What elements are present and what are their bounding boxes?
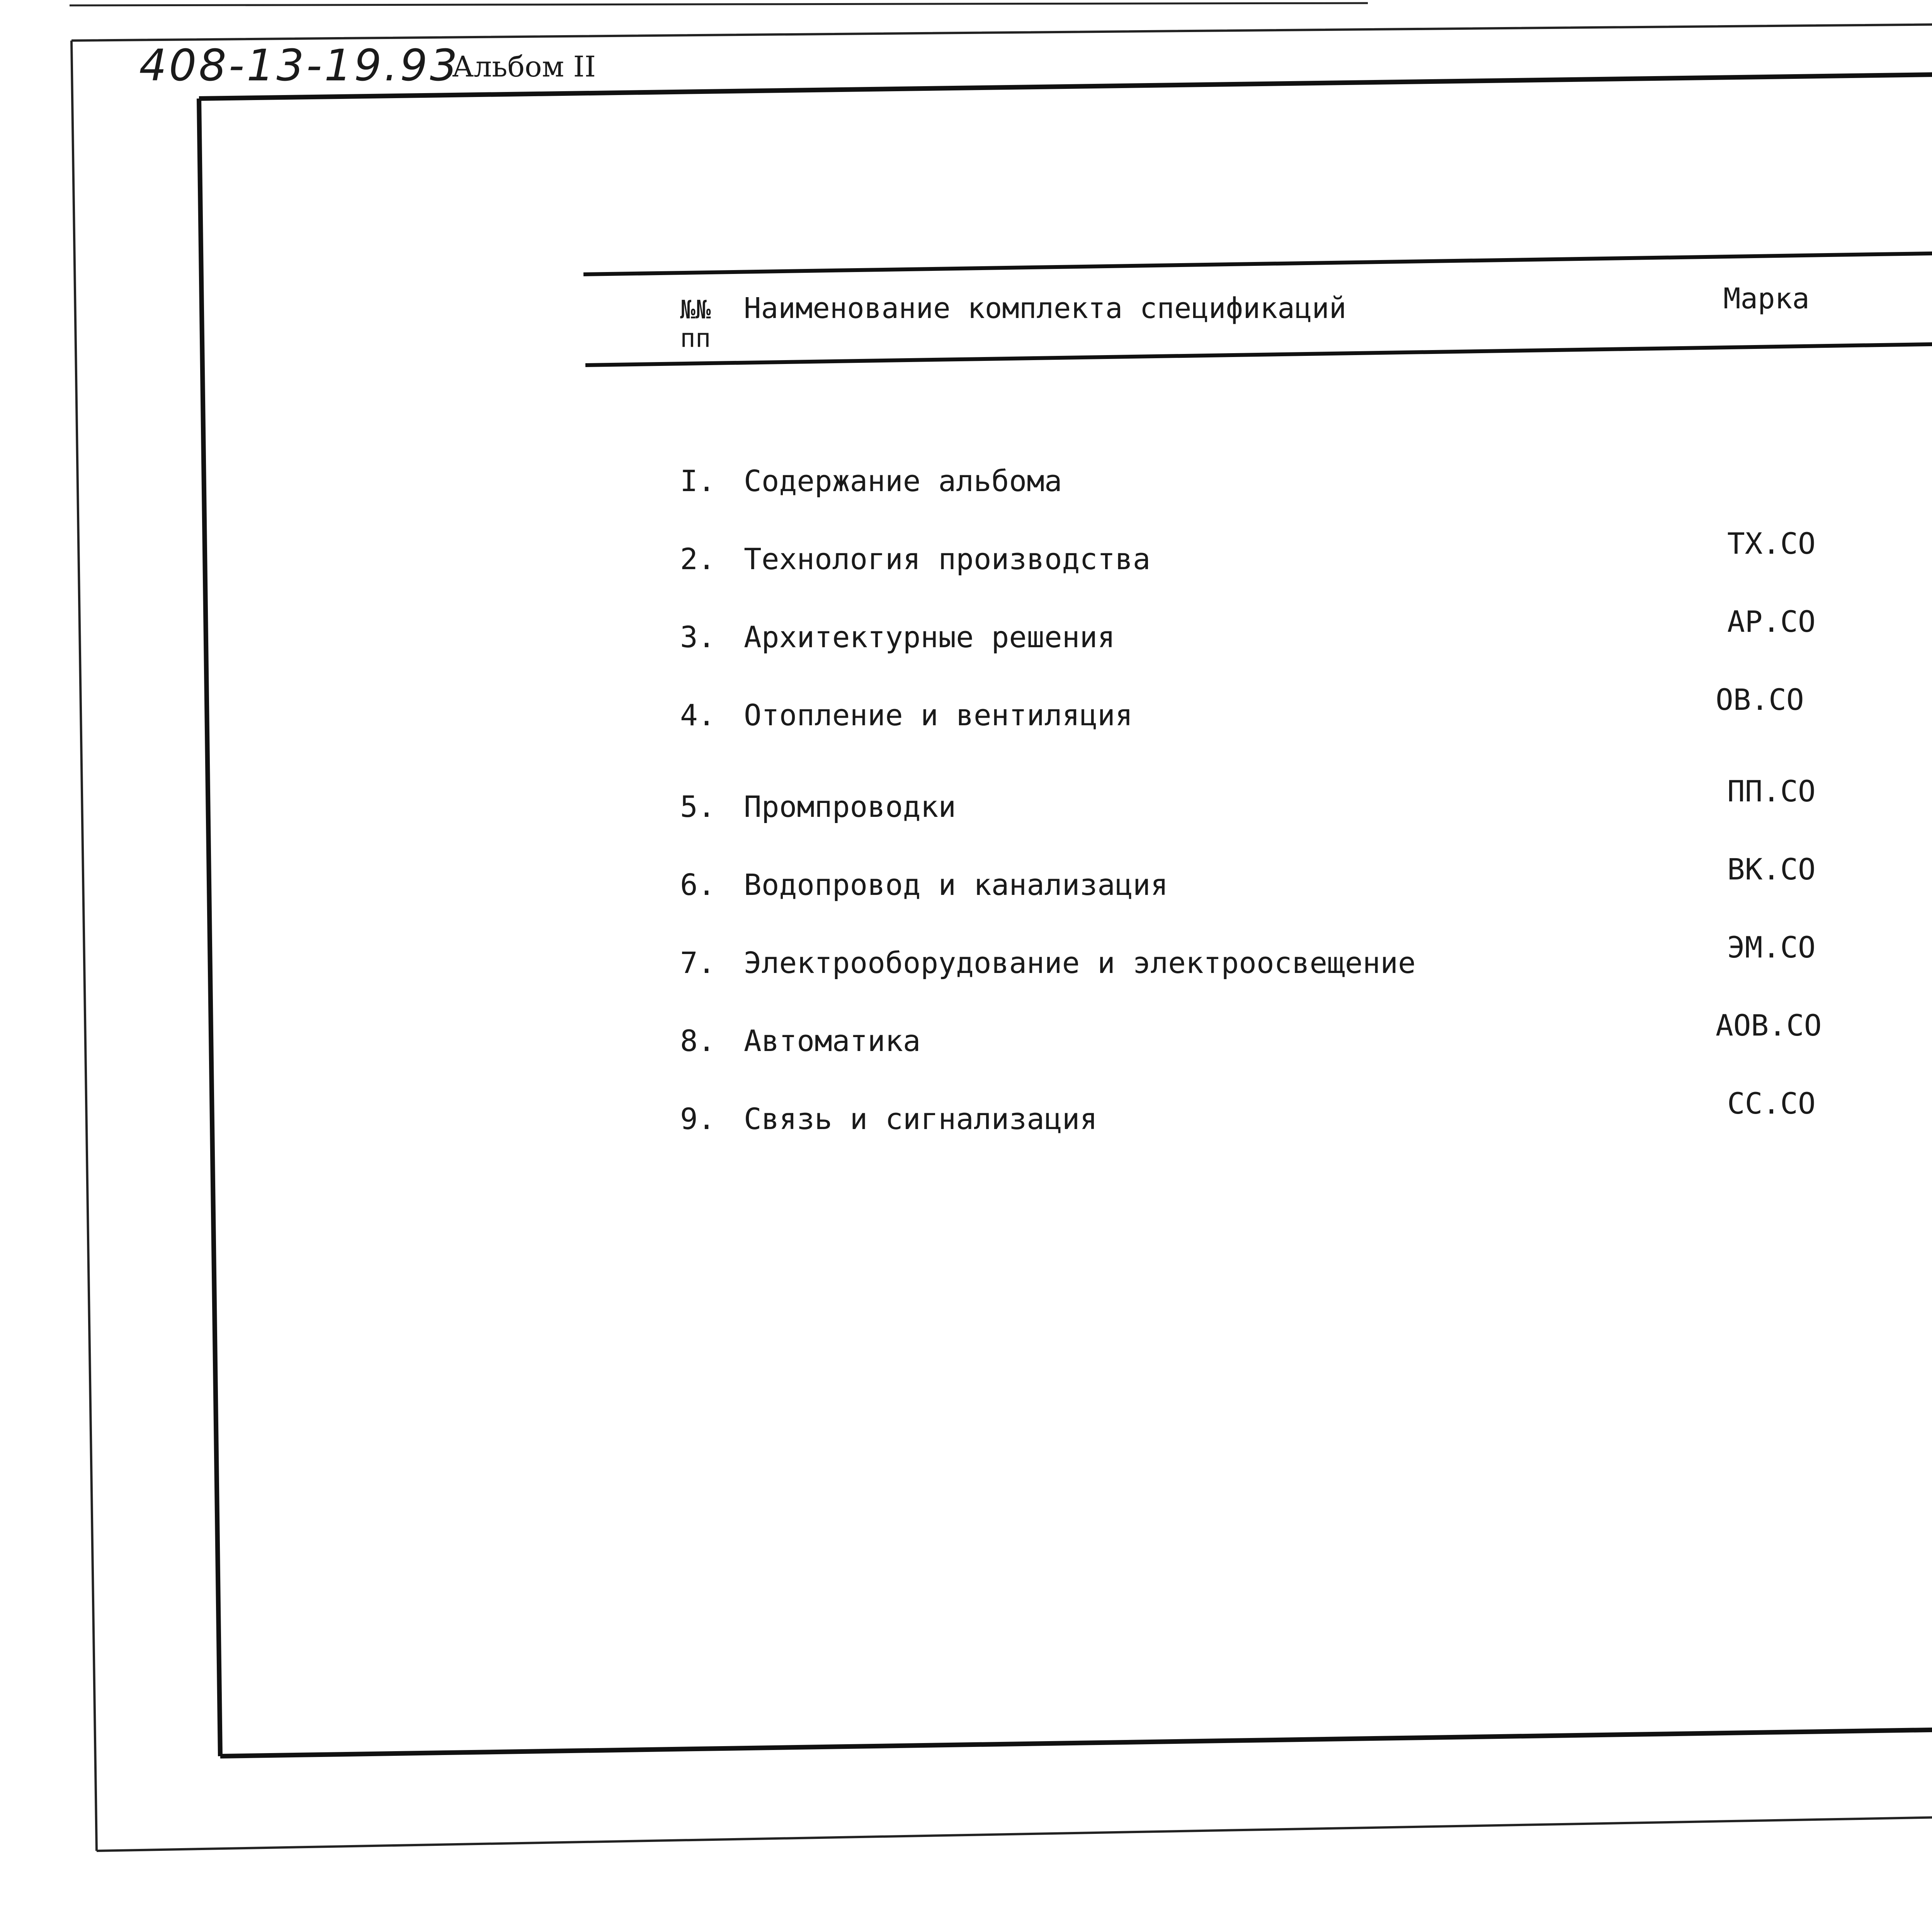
row-mark: ОВ.СО bbox=[1716, 682, 1804, 717]
row-mark: ПП.СО bbox=[1727, 774, 1816, 808]
row-number: 8. bbox=[680, 1024, 716, 1058]
header-number bbox=[680, 296, 711, 353]
table-row bbox=[583, 464, 1932, 510]
document-code: 408-13-19.93 bbox=[139, 41, 460, 91]
header-number-top: №№ bbox=[680, 295, 711, 325]
row-number: 9. bbox=[680, 1102, 716, 1136]
row-mark: АР.СО bbox=[1727, 604, 1816, 639]
row-number: 3. bbox=[680, 620, 716, 654]
table-row bbox=[583, 774, 1932, 836]
table-row bbox=[583, 526, 1932, 588]
table-row bbox=[583, 1086, 1932, 1148]
row-mark: АОВ.СО bbox=[1716, 1008, 1822, 1043]
row-name: Автоматика bbox=[744, 1024, 921, 1058]
row-number: 4. bbox=[680, 698, 716, 732]
row-number: 2. bbox=[680, 542, 716, 576]
table-row bbox=[583, 930, 1932, 992]
row-mark: ВК.СО bbox=[1727, 852, 1816, 886]
row-name: Технология производства bbox=[744, 542, 1151, 576]
row-number: 5. bbox=[680, 789, 716, 824]
row-mark: ЭМ.СО bbox=[1727, 930, 1816, 964]
row-number: 6. bbox=[680, 867, 716, 902]
row-mark: ТХ.СО bbox=[1727, 526, 1816, 561]
row-number: I. bbox=[680, 464, 716, 498]
row-name: Связь и сигнализация bbox=[744, 1102, 1098, 1136]
row-name: Содержание альбома bbox=[744, 464, 1062, 498]
album-label: Альбом II bbox=[452, 50, 596, 83]
table-row bbox=[583, 1008, 1932, 1070]
row-name: Промпроводки bbox=[744, 789, 956, 824]
table-row bbox=[583, 682, 1932, 744]
row-number: 7. bbox=[680, 946, 716, 980]
row-name: Отопление и вентиляция bbox=[744, 698, 1133, 732]
header-name: Наименование комплекта спецификаций bbox=[744, 292, 1347, 325]
table-row bbox=[583, 852, 1932, 914]
header-mark: Марка bbox=[1723, 282, 1810, 315]
table-row bbox=[583, 604, 1932, 666]
row-name: Водопровод и канализация bbox=[744, 867, 1168, 902]
row-mark: СС.СО bbox=[1727, 1086, 1816, 1121]
header-number-bottom: пп bbox=[680, 323, 711, 353]
row-name: Электрооборудование и электроосвещение bbox=[744, 946, 1416, 980]
row-name: Архитектурные решения bbox=[744, 620, 1115, 654]
